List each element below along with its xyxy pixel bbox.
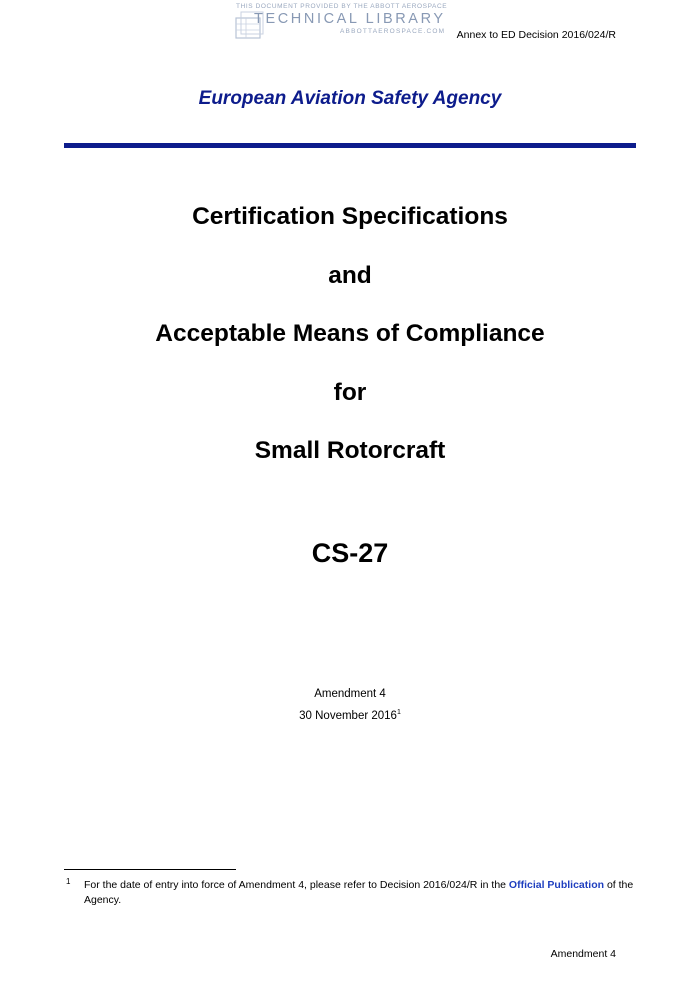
- document-code: CS-27: [311, 538, 389, 568]
- amendment-label: Amendment 4: [314, 688, 386, 700]
- footnote-number: 1: [66, 877, 71, 886]
- annex-reference: Annex to ED Decision 2016/024/R: [456, 29, 616, 41]
- title-line-4: for: [333, 379, 367, 406]
- agency-name: European Aviation Safety Agency: [198, 88, 502, 109]
- watermark-url: ABBOTTAEROSPACE.COM: [340, 28, 446, 35]
- footnote-text: [84, 878, 636, 908]
- title-line-5: Small Rotorcraft: [254, 437, 446, 464]
- footnote-text-before: For the date of entry into force of Amendment 4, please refer to Decision 2016/024/R in the: [84, 879, 509, 891]
- footnote-text-after: of the Agency.: [84, 879, 634, 906]
- amendment-date-text: 30 November 2016: [299, 710, 397, 722]
- title-line-2: and: [328, 262, 372, 289]
- watermark-tagline: THIS DOCUMENT PROVIDED BY THE ABBOTT AEROSPACE: [236, 3, 448, 10]
- footnote-reference[interactable]: 1: [396, 709, 401, 717]
- footnote-divider: [64, 869, 236, 870]
- abbott-watermark: [228, 2, 458, 46]
- title-line-1: Certification Specifications: [192, 203, 508, 230]
- amendment-date: [0, 710, 700, 722]
- header-divider: [64, 143, 636, 148]
- page-footer: Amendment 4: [550, 948, 616, 960]
- title-line-3: Acceptable Means of Compliance: [155, 320, 545, 347]
- watermark-title: TECHNICAL LIBRARY: [254, 11, 446, 27]
- official-publication-link[interactable]: Official Publication: [508, 879, 605, 891]
